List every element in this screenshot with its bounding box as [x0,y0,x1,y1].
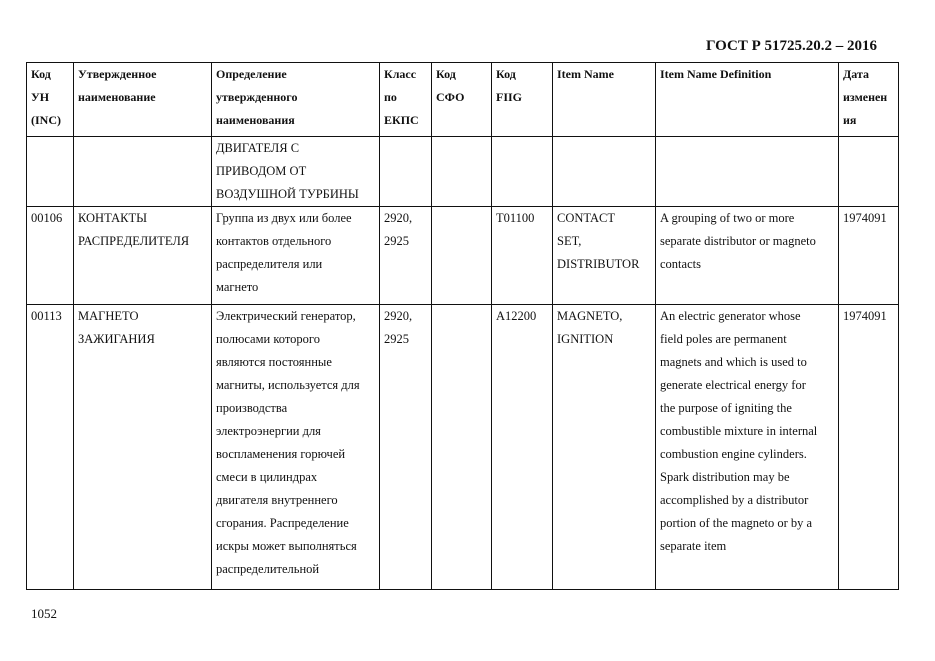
text-line: the purpose of igniting the [660,401,792,415]
text-line: Код [496,67,516,81]
text-line: 2920, [384,211,413,225]
text-line: производства [216,401,288,415]
text-line: Item Name Definition [660,67,772,81]
cell-name [74,207,212,305]
text-line: ЕКПС [384,113,419,127]
cell-code [27,137,74,207]
text-line: A grouping of two or more [660,211,795,225]
text-line: Утвержденное [78,67,157,81]
text-line: воспламенения горючей [216,447,346,461]
text-line: КОНТАКТЫ [78,211,147,225]
document-title: ГОСТ Р 51725.20.2 – 2016 [706,38,878,54]
text-line: contacts [660,257,701,271]
text-line: Класс [384,67,417,81]
text-line: контактов отдельного [216,234,332,248]
cell-fiig: A12200 [492,305,553,590]
text-line: 2920, [384,309,413,323]
text-line: утвержденного [216,90,298,104]
cell-date: 1974091 [839,305,899,590]
text-line: наименование [78,90,156,104]
cell-class [380,207,432,305]
cell-date [839,137,899,207]
cell-item-name [553,207,656,305]
text-line: Код [31,67,51,81]
text-line: combustible mixture in internal [660,424,818,438]
text-line: изменен [843,90,888,104]
cell-class [380,137,432,207]
text-line: portion of the magneto or by a [660,516,813,530]
text-line: по [384,90,397,104]
text-line: Item Name [557,67,614,81]
text-line: (INC) [31,113,61,127]
column-header-item-name [553,63,656,137]
cell-item-definition [656,137,839,207]
cell-name [74,305,212,590]
page-number: 1052 [31,606,57,621]
text-line: Spark distribution may be [660,470,790,484]
text-line: являются постоянные [216,355,332,369]
text-line: электроэнергии для [216,424,321,438]
column-header-date [839,63,899,137]
text-line: магнето [216,280,259,294]
text-line: двигателя внутреннего [216,493,338,507]
text-line: Группа из двух или более [216,211,352,225]
text-line: FIIG [496,90,523,104]
cell-date: 1974091 [839,207,899,305]
text-line: смеси в цилиндрах [216,470,318,484]
column-header-fiig [492,63,553,137]
text-line: magnets and which is used to [660,355,807,369]
column-header-approved-name [74,63,212,137]
text-line: ЗАЖИГАНИЯ [78,332,155,346]
text-line: DISTRIBUTOR [557,257,640,271]
column-header-definition [212,63,380,137]
text-line: MAGNETO, [557,309,623,323]
cell-item-name [553,305,656,590]
cell-code: 00106 [27,207,74,305]
cell-fiig: T01100 [492,207,553,305]
text-line: separate item [660,539,727,553]
items-table [26,62,899,590]
table-row-continuation [27,137,899,207]
text-line: field poles are permanent [660,332,787,346]
column-header-item-name-definition [656,63,839,137]
text-line: магниты, используется для [216,378,360,392]
text-line: ПРИВОДОМ ОТ [216,164,307,178]
text-line: наименования [216,113,295,127]
cell-definition [212,137,380,207]
text-line: 2925 [384,332,409,346]
text-line: generate electrical energy for [660,378,806,392]
table-row [27,305,899,590]
text-line: распределителя или [216,257,323,271]
text-line: accomplished by a distributor [660,493,809,507]
text-line: УН [31,90,50,104]
text-line: separate distributor or magneto [660,234,816,248]
cell-definition [212,305,380,590]
text-line: МАГНЕТО [78,309,139,323]
text-line: IGNITION [557,332,614,346]
column-header-inc [27,63,74,137]
cell-class [380,305,432,590]
text-line: полюсами которого [216,332,320,346]
text-line: An electric generator whose [660,309,801,323]
text-line: 2925 [384,234,409,248]
text-line: РАСПРЕДЕЛИТЕЛЯ [78,234,190,248]
text-line: combustion engine cylinders. [660,447,807,461]
text-line: SET, [557,234,582,248]
text-line: искры может выполняться [216,539,357,553]
cell-name [74,137,212,207]
text-line: распределительной [216,562,320,576]
column-header-sfo [432,63,492,137]
header-row [27,63,899,137]
text-line: СФО [436,90,465,104]
cell-fiig [492,137,553,207]
cell-code: 00113 [27,305,74,590]
cell-sfo [432,137,492,207]
cell-item-name [553,137,656,207]
text-line: ия [843,113,857,127]
text-line: CONTACT [557,211,616,225]
text-line: Определение [216,67,287,81]
text-line: Электрический генератор, [216,309,356,323]
table-row [27,207,899,305]
column-header-class [380,63,432,137]
cell-item-definition [656,305,839,590]
cell-definition [212,207,380,305]
cell-sfo [432,207,492,305]
cell-sfo [432,305,492,590]
text-line: сгорания. Распределение [216,516,349,530]
cell-item-definition [656,207,839,305]
text-line: ДВИГАТЕЛЯ С [216,141,300,155]
text-line: Код [436,67,456,81]
text-line: Дата [843,67,869,81]
text-line: ВОЗДУШНОЙ ТУРБИНЫ [216,187,359,201]
